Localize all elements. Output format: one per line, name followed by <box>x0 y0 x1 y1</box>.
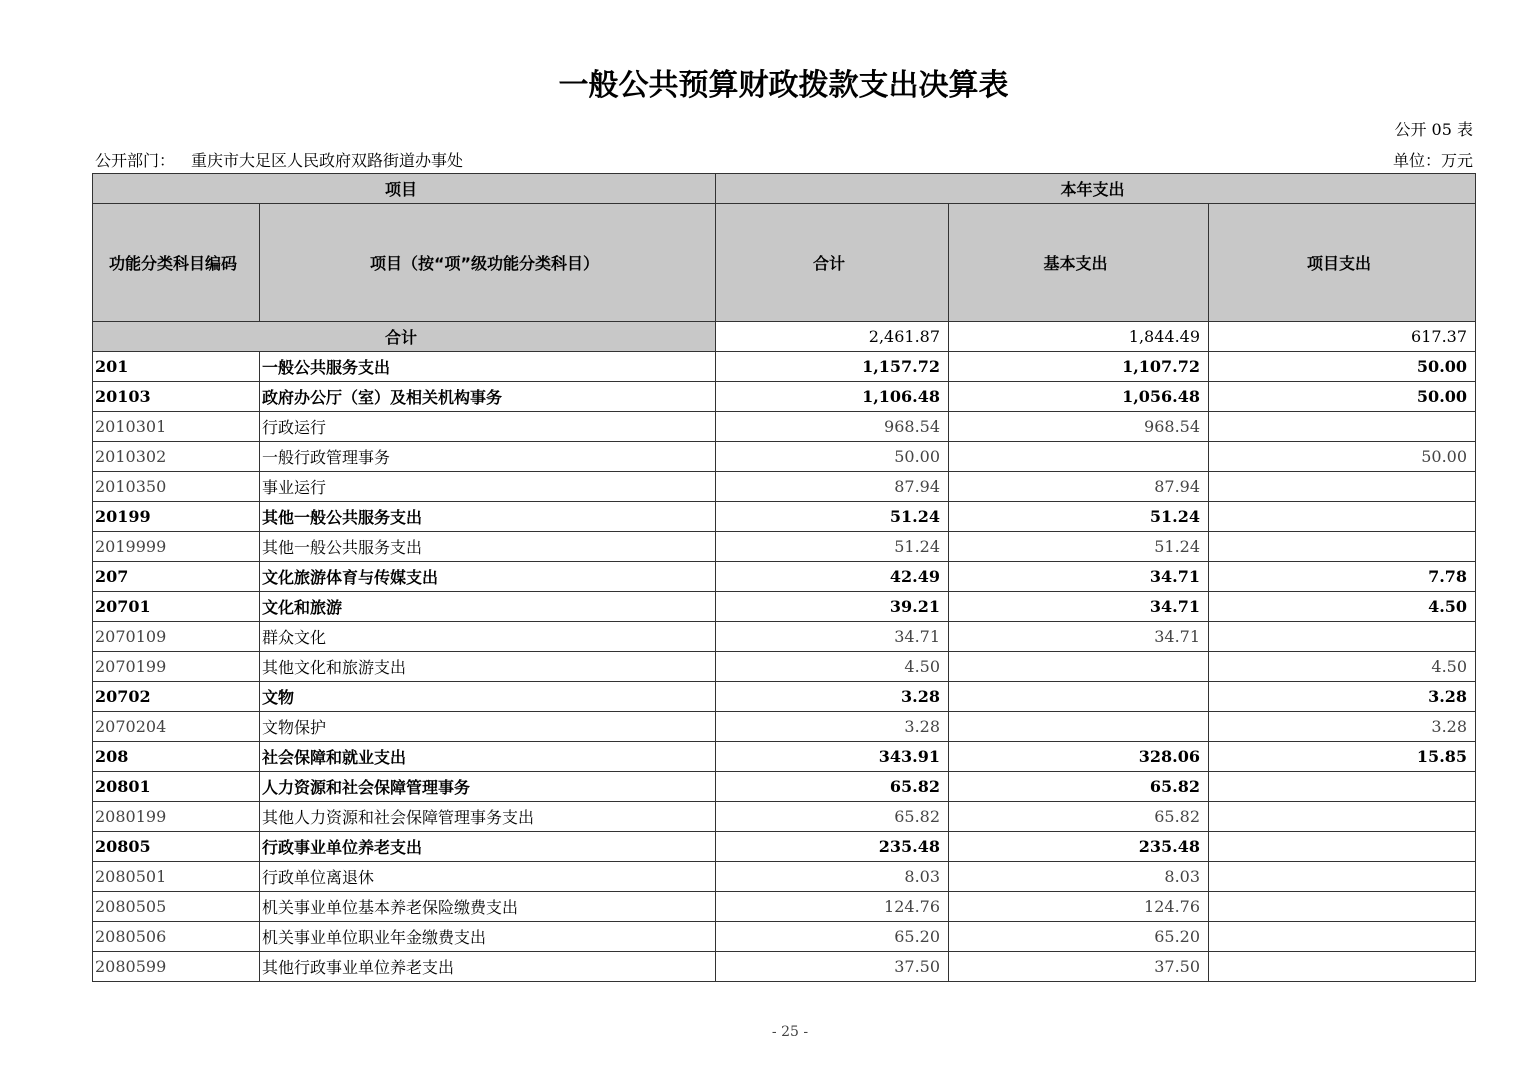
name-cell: 群众文化 <box>260 622 716 652</box>
table-row <box>93 532 1476 562</box>
project-cell: 3.28 <box>1209 712 1476 742</box>
project-cell <box>1209 802 1476 832</box>
table-row <box>93 352 1476 382</box>
table-row <box>93 682 1476 712</box>
table-row <box>93 892 1476 922</box>
name-cell: 一般行政管理事务 <box>260 442 716 472</box>
header-project: 项目支出 <box>1209 204 1476 322</box>
table-row <box>93 772 1476 802</box>
name-cell: 文物 <box>260 682 716 712</box>
table-row <box>93 502 1476 532</box>
header-item-name: 项目（按“项”级功能分类科目） <box>260 204 716 322</box>
total-cell: 65.82 <box>716 802 949 832</box>
code-cell: 20701 <box>93 592 260 622</box>
total-cell: 39.21 <box>716 592 949 622</box>
total-cell: 968.54 <box>716 412 949 442</box>
total-cell: 8.03 <box>716 862 949 892</box>
code-cell: 2070204 <box>93 712 260 742</box>
basic-cell <box>949 712 1209 742</box>
total-cell: 50.00 <box>716 442 949 472</box>
basic-cell: 235.48 <box>949 832 1209 862</box>
name-cell: 行政单位离退休 <box>260 862 716 892</box>
total-basic: 1,844.49 <box>949 322 1209 352</box>
project-cell <box>1209 412 1476 442</box>
project-cell <box>1209 952 1476 982</box>
code-cell: 20103 <box>93 382 260 412</box>
total-cell: 51.24 <box>716 502 949 532</box>
expenditure-table <box>92 173 1476 982</box>
department-name: 重庆市大足区人民政府双路街道办事处 <box>191 151 464 170</box>
code-cell: 2080599 <box>93 952 260 982</box>
form-number: 公开 05 表 <box>1394 120 1473 139</box>
basic-cell: 8.03 <box>949 862 1209 892</box>
table-row <box>93 472 1476 502</box>
project-cell: 4.50 <box>1209 652 1476 682</box>
total-cell: 235.48 <box>716 832 949 862</box>
total-cell: 1,157.72 <box>716 352 949 382</box>
basic-cell: 34.71 <box>949 622 1209 652</box>
project-cell <box>1209 832 1476 862</box>
header-basic: 基本支出 <box>949 204 1209 322</box>
basic-cell: 968.54 <box>949 412 1209 442</box>
table-row <box>93 442 1476 472</box>
table-row <box>93 862 1476 892</box>
basic-cell: 34.71 <box>949 592 1209 622</box>
total-amount: 2,461.87 <box>716 322 949 352</box>
name-cell: 其他一般公共服务支出 <box>260 502 716 532</box>
total-cell: 3.28 <box>716 712 949 742</box>
code-cell: 2080199 <box>93 802 260 832</box>
project-cell: 50.00 <box>1209 382 1476 412</box>
table-row <box>93 922 1476 952</box>
table-row <box>93 712 1476 742</box>
project-cell <box>1209 622 1476 652</box>
table-row <box>93 802 1476 832</box>
total-row <box>93 322 1476 352</box>
project-cell: 50.00 <box>1209 352 1476 382</box>
project-cell <box>1209 922 1476 952</box>
table-row <box>93 832 1476 862</box>
total-cell: 65.82 <box>716 772 949 802</box>
code-cell: 2019999 <box>93 532 260 562</box>
page-title: 一般公共预算财政拨款支出决算表 <box>558 68 1009 103</box>
basic-cell: 1,056.48 <box>949 382 1209 412</box>
total-cell: 1,106.48 <box>716 382 949 412</box>
name-cell: 其他一般公共服务支出 <box>260 532 716 562</box>
basic-cell: 65.20 <box>949 922 1209 952</box>
page-number: - 25 - <box>771 1024 809 1040</box>
basic-cell: 124.76 <box>949 892 1209 922</box>
basic-cell: 1,107.72 <box>949 352 1209 382</box>
total-cell: 87.94 <box>716 472 949 502</box>
total-cell: 343.91 <box>716 742 949 772</box>
project-cell: 7.78 <box>1209 562 1476 592</box>
basic-cell <box>949 442 1209 472</box>
name-cell: 社会保障和就业支出 <box>260 742 716 772</box>
total-project: 617.37 <box>1209 322 1476 352</box>
total-cell: 42.49 <box>716 562 949 592</box>
total-cell: 65.20 <box>716 922 949 952</box>
header-code: 功能分类科目编码 <box>93 204 260 322</box>
name-cell: 其他人力资源和社会保障管理事务支出 <box>260 802 716 832</box>
header-current-year: 本年支出 <box>716 174 1476 204</box>
basic-cell: 65.82 <box>949 772 1209 802</box>
department-label: 公开部门： <box>95 151 176 170</box>
name-cell: 行政事业单位养老支出 <box>260 832 716 862</box>
project-cell: 3.28 <box>1209 682 1476 712</box>
basic-cell: 87.94 <box>949 472 1209 502</box>
code-cell: 207 <box>93 562 260 592</box>
code-cell: 20702 <box>93 682 260 712</box>
total-cell: 3.28 <box>716 682 949 712</box>
basic-cell <box>949 652 1209 682</box>
project-cell <box>1209 772 1476 802</box>
project-cell <box>1209 532 1476 562</box>
basic-cell: 328.06 <box>949 742 1209 772</box>
basic-cell <box>949 682 1209 712</box>
table-row <box>93 382 1476 412</box>
table-row <box>93 412 1476 442</box>
code-cell: 2010350 <box>93 472 260 502</box>
project-cell <box>1209 502 1476 532</box>
name-cell: 事业运行 <box>260 472 716 502</box>
total-cell: 51.24 <box>716 532 949 562</box>
code-cell: 2080501 <box>93 862 260 892</box>
code-cell: 2070199 <box>93 652 260 682</box>
name-cell: 文化和旅游 <box>260 592 716 622</box>
name-cell: 机关事业单位职业年金缴费支出 <box>260 922 716 952</box>
table-row <box>93 592 1476 622</box>
basic-cell: 51.24 <box>949 502 1209 532</box>
code-cell: 2010302 <box>93 442 260 472</box>
name-cell: 其他文化和旅游支出 <box>260 652 716 682</box>
basic-cell: 65.82 <box>949 802 1209 832</box>
code-cell: 2070109 <box>93 622 260 652</box>
project-cell: 4.50 <box>1209 592 1476 622</box>
name-cell: 一般公共服务支出 <box>260 352 716 382</box>
table-row <box>93 952 1476 982</box>
project-cell: 15.85 <box>1209 742 1476 772</box>
header-item: 项目 <box>93 174 716 204</box>
code-cell: 2080506 <box>93 922 260 952</box>
name-cell: 其他行政事业单位养老支出 <box>260 952 716 982</box>
total-cell: 37.50 <box>716 952 949 982</box>
project-cell <box>1209 862 1476 892</box>
header-total: 合计 <box>716 204 949 322</box>
project-cell <box>1209 472 1476 502</box>
name-cell: 政府办公厅（室）及相关机构事务 <box>260 382 716 412</box>
name-cell: 文化旅游体育与传媒支出 <box>260 562 716 592</box>
code-cell: 201 <box>93 352 260 382</box>
table-row <box>93 622 1476 652</box>
basic-cell: 37.50 <box>949 952 1209 982</box>
code-cell: 208 <box>93 742 260 772</box>
code-cell: 20801 <box>93 772 260 802</box>
total-label: 合计 <box>93 322 716 352</box>
total-cell: 124.76 <box>716 892 949 922</box>
table-row <box>93 742 1476 772</box>
department-line <box>95 148 463 171</box>
name-cell: 文物保护 <box>260 712 716 742</box>
code-cell: 2010301 <box>93 412 260 442</box>
total-cell: 4.50 <box>716 652 949 682</box>
table-row <box>93 562 1476 592</box>
project-cell: 50.00 <box>1209 442 1476 472</box>
code-cell: 20199 <box>93 502 260 532</box>
code-cell: 2080505 <box>93 892 260 922</box>
unit-label: 单位：万元 <box>1392 151 1473 170</box>
code-cell: 20805 <box>93 832 260 862</box>
table-row <box>93 652 1476 682</box>
name-cell: 机关事业单位基本养老保险缴费支出 <box>260 892 716 922</box>
basic-cell: 34.71 <box>949 562 1209 592</box>
project-cell <box>1209 892 1476 922</box>
basic-cell: 51.24 <box>949 532 1209 562</box>
total-cell: 34.71 <box>716 622 949 652</box>
name-cell: 人力资源和社会保障管理事务 <box>260 772 716 802</box>
name-cell: 行政运行 <box>260 412 716 442</box>
